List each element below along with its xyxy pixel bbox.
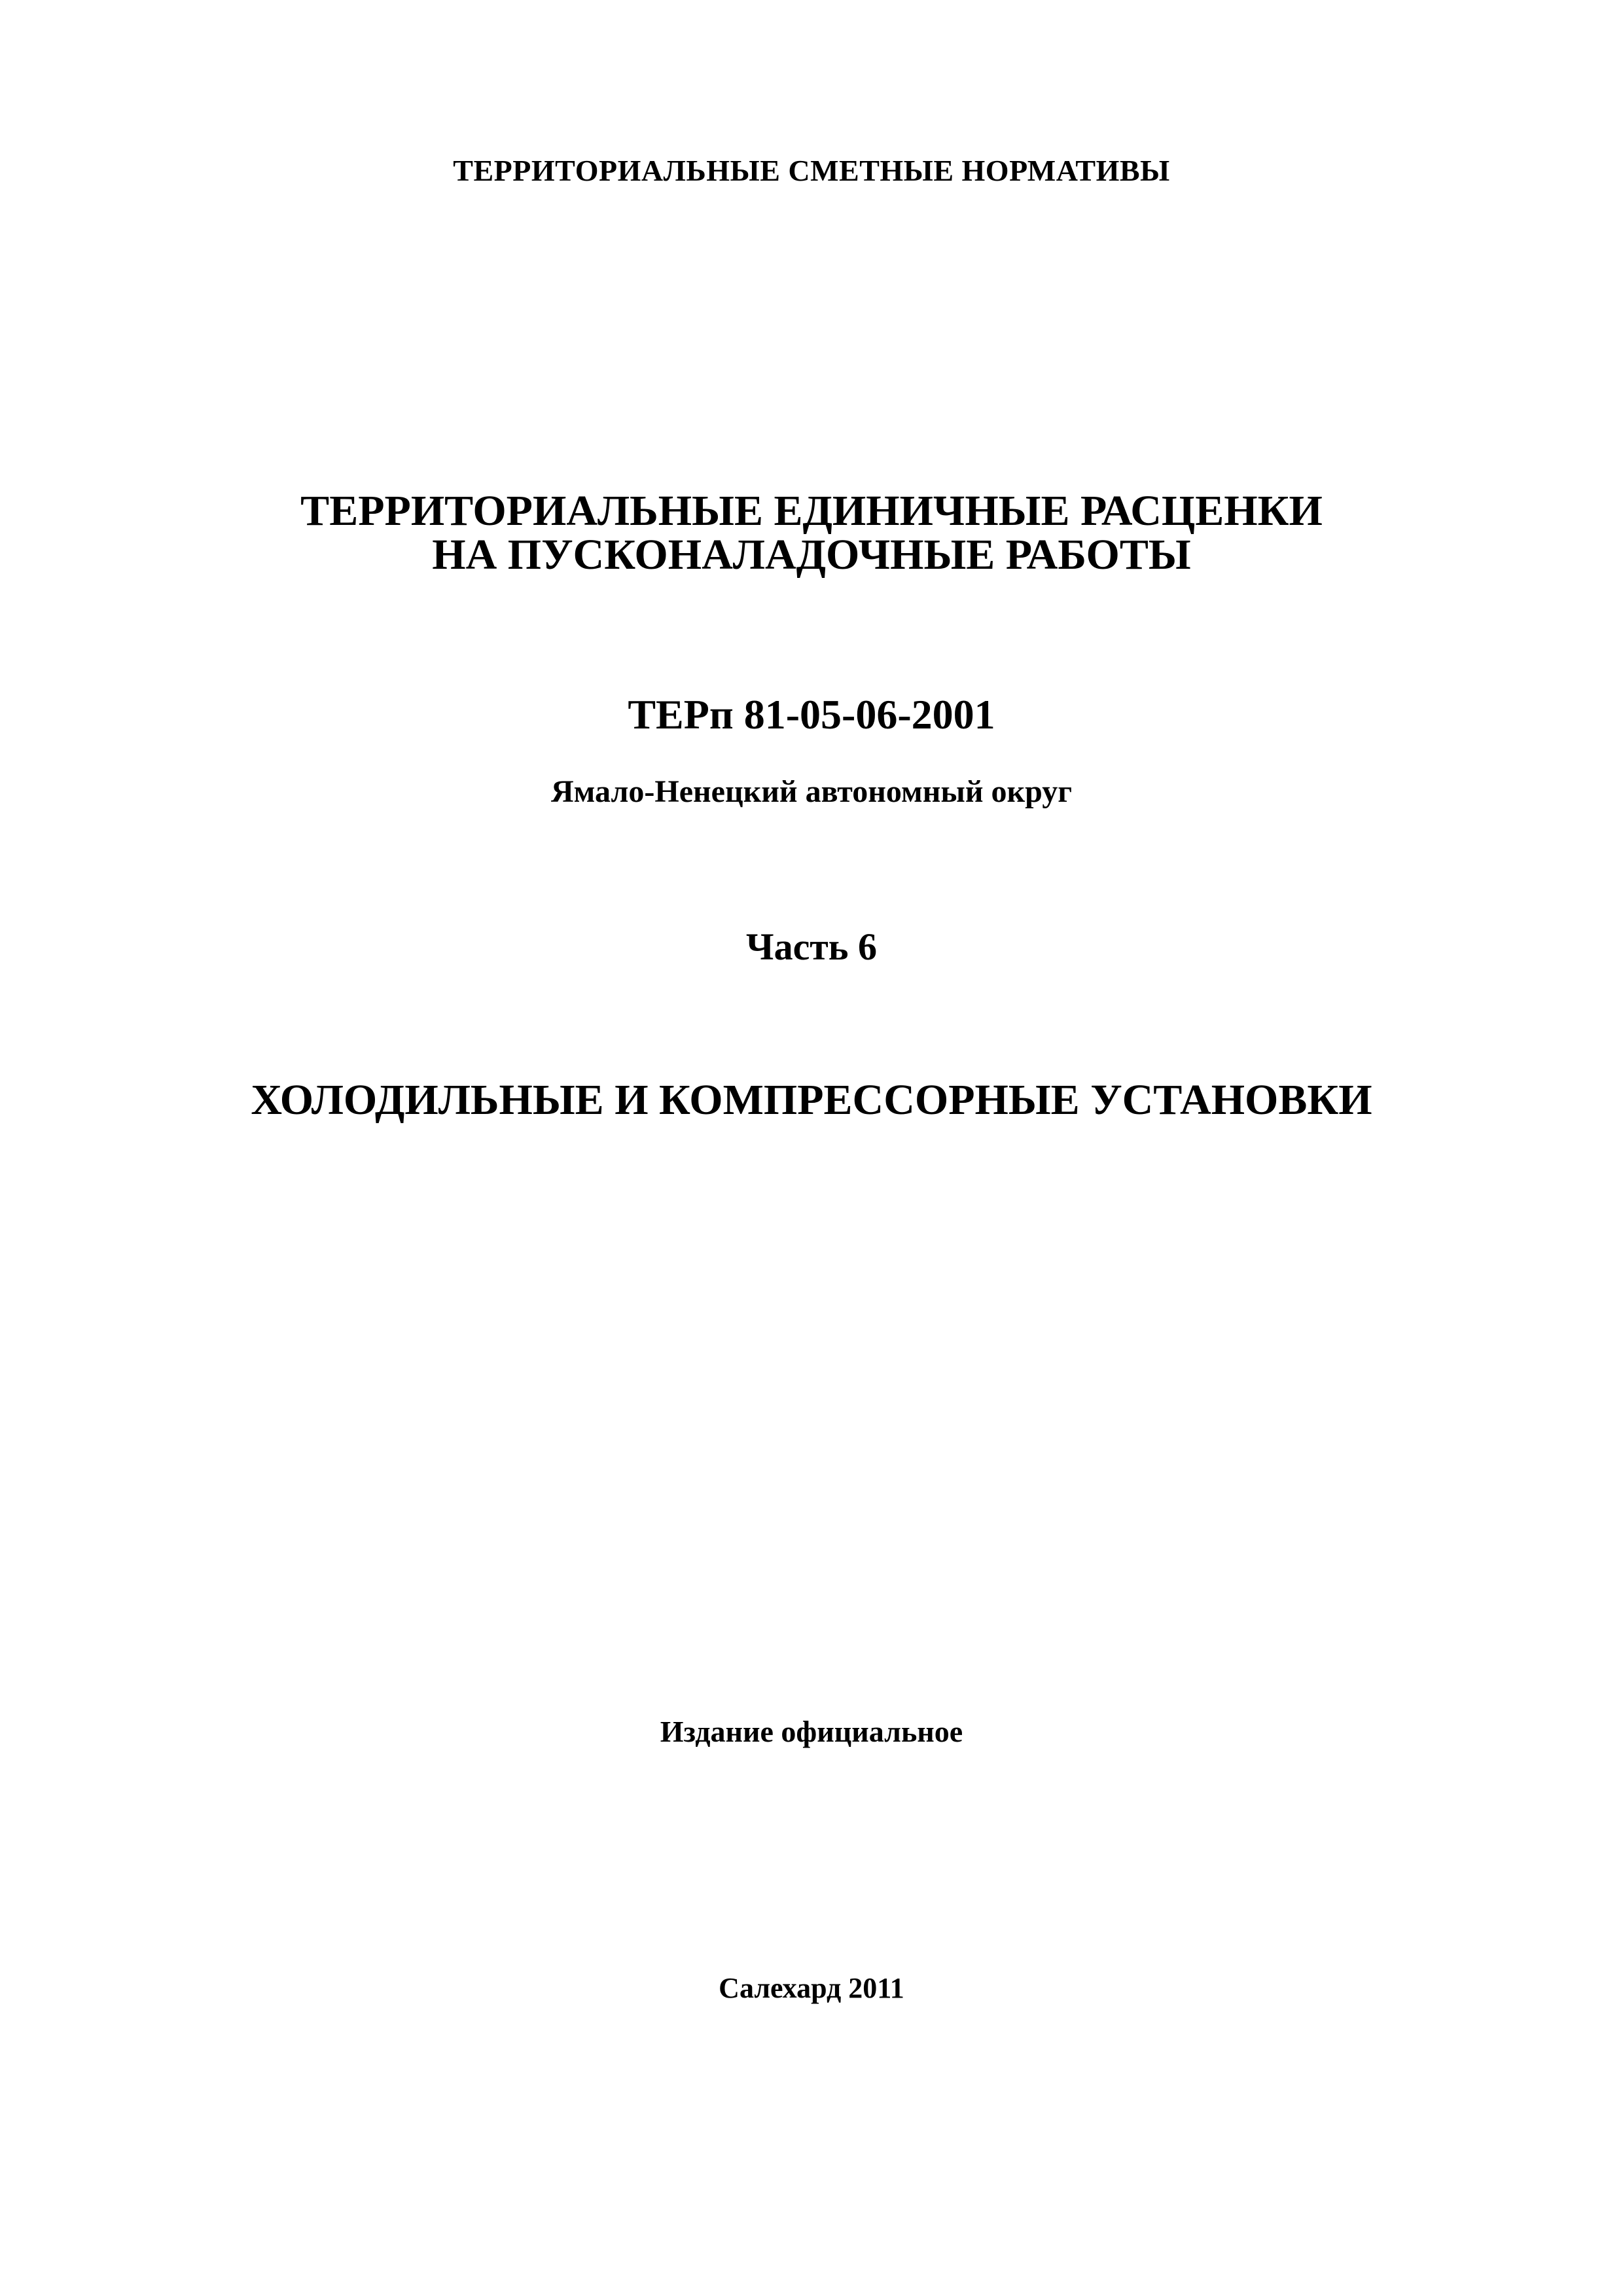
- document-code: ТЕРп 81-05-06-2001: [628, 691, 995, 738]
- part-number: Часть 6: [746, 925, 877, 968]
- main-title-line-1: ТЕРРИТОРИАЛЬНЫЕ ЕДИНИЧНЫЕ РАСЦЕНКИ: [300, 487, 1323, 535]
- imprint-city-year: Салехард 2011: [719, 1972, 904, 2004]
- edition-note: Издание официальное: [660, 1715, 963, 1748]
- series-title: ТЕРРИТОРИАЛЬНЫЕ СМЕТНЫЕ НОРМАТИВЫ: [453, 154, 1170, 187]
- main-title-line-2: НА ПУСКОНАЛАДОЧНЫЕ РАБОТЫ: [432, 531, 1191, 579]
- part-title: ХОЛОДИЛЬНЫЕ И КОМПРЕССОРНЫЕ УСТАНОВКИ: [251, 1076, 1372, 1124]
- region-name: Ямало-Ненецкий автономный округ: [550, 774, 1072, 809]
